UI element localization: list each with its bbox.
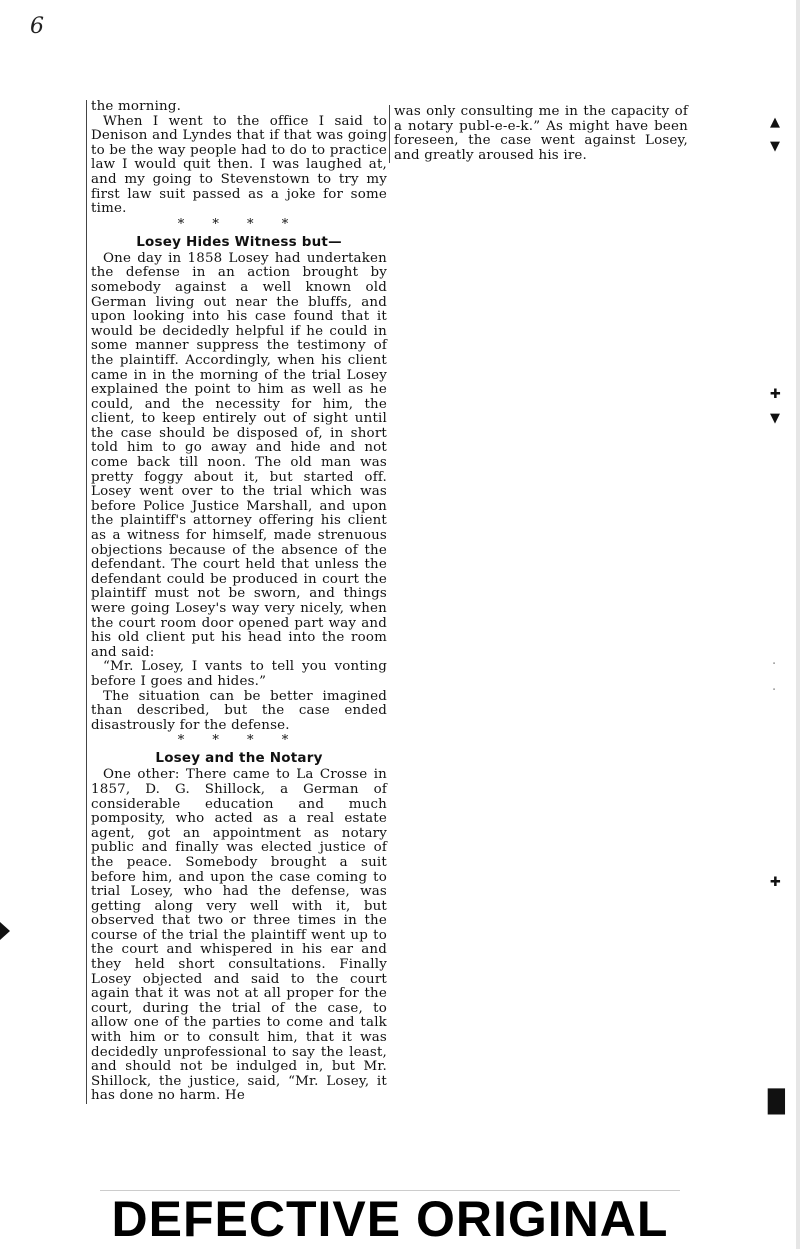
registration-mark-icon: ▼	[770, 411, 780, 426]
left-edge-tab-marker	[0, 922, 10, 940]
paragraph: was only consulting me in the capacity of a notary publ-e-e-k.” As might have been foreseen, the case went against Losey, and greatly aroused his ire.	[394, 104, 688, 163]
left-column	[86, 100, 387, 1104]
paragraph: the morning.	[91, 99, 182, 114]
section-divider-stars: * * * *	[177, 216, 301, 232]
registration-mark-icon: ✚	[770, 875, 781, 890]
registration-mark-icon: ▲	[770, 115, 780, 130]
paragraph: The situation can be better imagined than described, but the case ended disastrously for the defense.	[91, 688, 387, 733]
registration-mark-icon: ▼	[770, 139, 780, 154]
right-column	[389, 105, 688, 163]
page-number: 6	[30, 14, 44, 39]
paragraph: One other: There came to La Crosse in 1857, D. G. Shillock, a German of considerable education and much pomposity, who acted as a real estate agent, got an appointment as notary public and finally was elected justice of the peace. Somebody brought a suit before him, and upon the case coming to trial Losey, who had the defense, was getting along very well with it, but observed that two or three times in the course of the trial the plaintiff went up to the court and whispered in his ear and they held short consultations. Finally Losey objected and said to the court again that it was not at all proper for the court, during the trial of the case, to allow one of the parties to come and talk with him or to consult him, that it was decidedly unprofessional to say the least, and should not be indulged in, but Mr. Shillock, the justice, said, “Mr. Losey, it has done no harm. He	[91, 767, 387, 1104]
paragraph: “Mr. Losey, I vants to tell you vonting before I goes and hides.”	[91, 659, 387, 689]
subheading-losey-and-the-notary: Losey and the Notary	[155, 750, 323, 767]
paragraph: One day in 1858 Losey had undertaken the defense in an action brought by somebody against a well known old German living out near the bluffs, and upon looking into his case found that it would be decidedly helpful if he could in some manner suppress the testimony of the plaintiff. Accordingly, when his client came in in the morning of the trial Losey explained the point to him as well as he could, and the necessity for him, the client, to keep entirely out of sight until the case should be disposed of, in short told him to go away and hide and not come back till noon. The old man was pretty foggy about it, but started off. Losey went over to the trial which was before Police Justice Marshall, and upon the plaintiff's attorney offering his client as a witness for himself, made strenuous objections because of the absence of the defendant. The court held that unless the defendant could be produced in court the plaintiff must not be sworn, and things were going Losey's way very nicely, when the court room door opened part way and his old client put his head into the room and said:	[91, 250, 387, 660]
subheading-losey-hides-witness: Losey Hides Witness but—	[136, 233, 342, 250]
registration-mark-icon: ·	[772, 683, 777, 698]
registration-mark-icon: ·	[772, 657, 777, 672]
registration-mark-icon: █	[768, 1090, 785, 1115]
section-divider-stars: * * * *	[177, 733, 301, 749]
scan-edge-shadow	[796, 0, 800, 1249]
defective-original-banner: DEFECTIVE ORIGINAL	[100, 1190, 680, 1247]
registration-mark-icon: ✚	[770, 387, 781, 402]
paragraph: When I went to the office I said to Denison and Lyndes that if that was going to be the way people had to do to practice law I would quit then. I was laughed at, and my going to Stevenstown to try my first law suit passed as a joke for some time.	[91, 113, 387, 217]
